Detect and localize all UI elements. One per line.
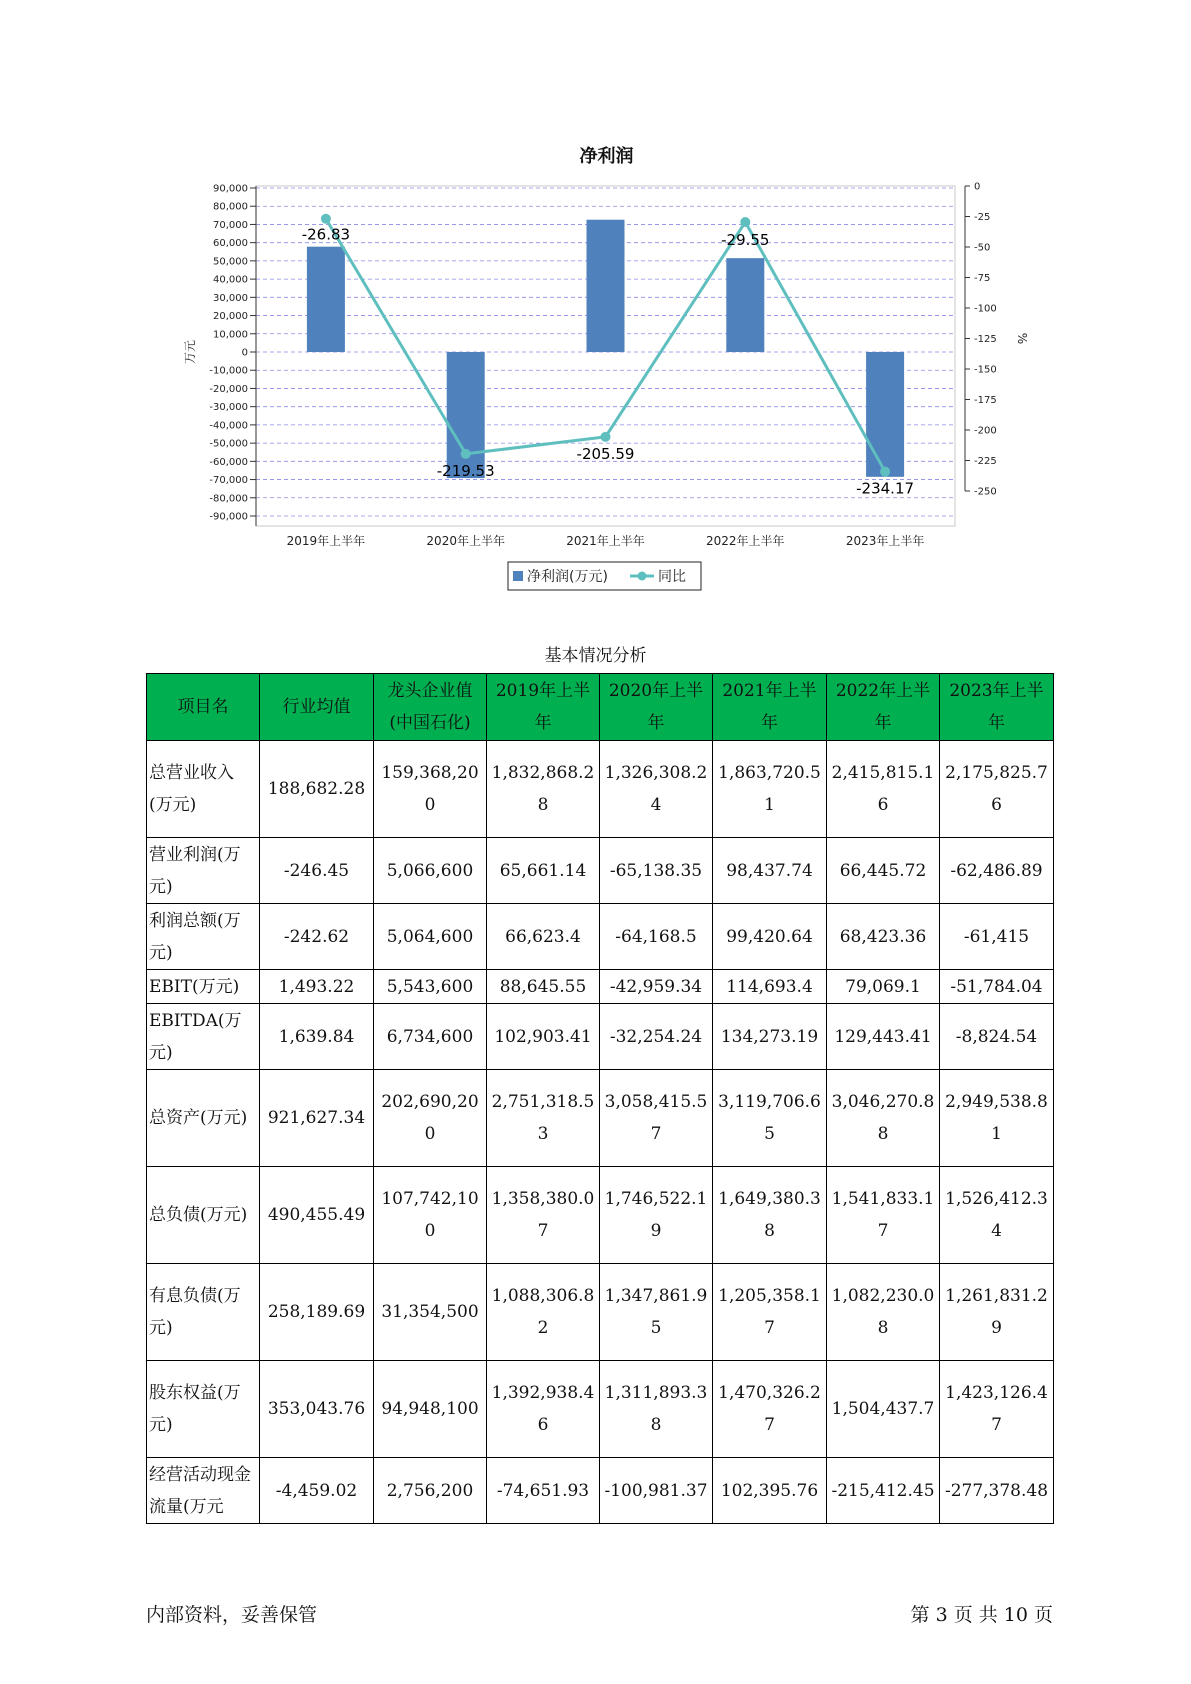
x-tick-label: 2020年上半年	[426, 534, 505, 548]
value-cell: 1,261,831.29	[940, 1264, 1054, 1361]
value-cell: 5,064,600	[374, 904, 487, 970]
value-cell: -100,981.37	[600, 1458, 713, 1524]
value-cell: 1,088,306.82	[487, 1264, 600, 1361]
row-label-cell: EBITDA(万元)	[147, 1004, 260, 1070]
y-tick-label: 70,000	[213, 219, 248, 231]
table-row	[147, 1458, 1054, 1524]
chart-title: 净利润	[579, 146, 634, 167]
table-row	[147, 1004, 1054, 1070]
row-label-cell: 营业利润(万元)	[147, 838, 260, 904]
row-label-cell: 总资产(万元)	[147, 1070, 260, 1167]
header-cell: 2019年上半年	[487, 674, 600, 741]
value-cell: 1,493.22	[260, 970, 374, 1004]
footer-confidential: 内部资料，妥善保管	[146, 1604, 318, 1626]
value-cell: 3,046,270.88	[827, 1070, 940, 1167]
footer-page-number: 第 3 页 共 10 页	[910, 1604, 1053, 1626]
value-cell: 1,832,868.28	[487, 741, 600, 838]
header-cell: 龙头企业值(中国石化)	[374, 674, 487, 741]
yoy-data-label: -29.55	[721, 231, 770, 250]
y2-tick-label: -25	[974, 212, 991, 223]
y-tick-label: 10,000	[213, 329, 248, 341]
value-cell: 79,069.1	[827, 970, 940, 1004]
value-cell: 114,693.4	[713, 970, 827, 1004]
y2-tick-label: -225	[974, 456, 997, 467]
value-cell: 68,423.36	[827, 904, 940, 970]
x-tick-label: 2023年上半年	[845, 534, 925, 548]
value-cell: 3,058,415.57	[600, 1070, 713, 1167]
legend-swatch-point	[638, 572, 647, 581]
chart-svg	[0, 0, 1191, 600]
header-cell: 行业均值	[260, 674, 374, 741]
row-label-cell: 经营活动现金流量(万元	[147, 1458, 260, 1524]
yoy-data-label: -219.53	[436, 461, 495, 480]
y-tick-label: -30,000	[209, 402, 248, 414]
table-row	[147, 1070, 1054, 1167]
y-tick-label: -40,000	[209, 420, 248, 432]
value-cell: -42,959.34	[600, 970, 713, 1004]
yoy-data-label: -234.17	[856, 479, 915, 498]
value-cell: -277,378.48	[940, 1458, 1054, 1524]
yoy-point	[461, 449, 471, 459]
x-tick-label: 2022年上半年	[706, 534, 785, 548]
y-tick-label: -20,000	[209, 383, 248, 395]
value-cell: 2,751,318.53	[487, 1070, 600, 1167]
table-row	[147, 741, 1054, 838]
y-tick-label: -10,000	[209, 365, 248, 377]
x-tick-label: 2019年上半年	[286, 534, 366, 548]
bar	[866, 352, 904, 477]
value-cell: 1,746,522.19	[600, 1167, 713, 1264]
basic-analysis-table	[146, 673, 1054, 1524]
y2-tick-label: -250	[974, 486, 997, 498]
y-tick-label: 90,000	[213, 183, 248, 195]
value-cell: 353,043.76	[260, 1361, 374, 1458]
value-cell: -74,651.93	[487, 1458, 600, 1524]
y2-tick-label: -125	[974, 334, 997, 345]
yoy-point	[740, 217, 750, 227]
value-cell: 159,368,200	[374, 741, 487, 838]
bar	[587, 220, 625, 352]
value-cell: 3,119,706.65	[713, 1070, 827, 1167]
value-cell: 88,645.55	[487, 970, 600, 1004]
value-cell: -32,254.24	[600, 1004, 713, 1070]
value-cell: 1,504,437.7	[827, 1361, 940, 1458]
row-label-cell: 利润总额(万元)	[147, 904, 260, 970]
value-cell: 2,756,200	[374, 1458, 487, 1524]
table-row	[147, 1264, 1054, 1361]
y-tick-label: -80,000	[209, 493, 248, 505]
table-row	[147, 838, 1054, 904]
table-row	[147, 1167, 1054, 1264]
value-cell: -64,168.5	[600, 904, 713, 970]
y2-tick-label: 0	[974, 181, 981, 193]
bar	[726, 258, 764, 352]
value-cell: -8,824.54	[940, 1004, 1054, 1070]
yoy-point	[321, 214, 331, 224]
header-cell: 2022年上半年	[827, 674, 940, 741]
value-cell: 1,649,380.38	[713, 1167, 827, 1264]
y-tick-label: 0	[241, 347, 248, 359]
value-cell: -4,459.02	[260, 1458, 374, 1524]
row-label-cell: EBIT(万元)	[147, 970, 260, 1004]
net-profit-chart	[0, 0, 1191, 600]
value-cell: 1,863,720.51	[713, 741, 827, 838]
value-cell: 1,311,893.38	[600, 1361, 713, 1458]
value-cell: 66,445.72	[827, 838, 940, 904]
value-cell: 1,205,358.17	[713, 1264, 827, 1361]
y-tick-label: 50,000	[213, 256, 248, 268]
value-cell: -61,415	[940, 904, 1054, 970]
row-label-cell: 股东权益(万元)	[147, 1361, 260, 1458]
value-cell: 102,395.76	[713, 1458, 827, 1524]
value-cell: 1,423,126.47	[940, 1361, 1054, 1458]
y2-tick-label: -50	[974, 242, 991, 254]
y2-tick-label: -150	[974, 364, 997, 376]
value-cell: 1,526,412.34	[940, 1167, 1054, 1264]
table-row	[147, 904, 1054, 970]
value-cell: 65,661.14	[487, 838, 600, 904]
x-tick-label: 2021年上半年	[566, 534, 645, 548]
header-cell: 2020年上半年	[600, 674, 713, 741]
y-tick-label: 40,000	[213, 274, 248, 286]
value-cell: -65,138.35	[600, 838, 713, 904]
value-cell: 129,443.41	[827, 1004, 940, 1070]
value-cell: 2,415,815.16	[827, 741, 940, 838]
value-cell: 99,420.64	[713, 904, 827, 970]
value-cell: 102,903.41	[487, 1004, 600, 1070]
table-row	[147, 1361, 1054, 1458]
yoy-point	[601, 432, 611, 442]
value-cell: 2,175,825.76	[940, 741, 1054, 838]
y2-tick-label: -100	[974, 303, 997, 315]
value-cell: 5,066,600	[374, 838, 487, 904]
value-cell: 490,455.49	[260, 1167, 374, 1264]
y2-tick-label: -200	[974, 425, 997, 437]
yoy-point	[880, 467, 890, 477]
value-cell: -242.62	[260, 904, 374, 970]
legend-swatch-bar	[513, 571, 523, 581]
legend-label-bar: 净利润(万元)	[527, 569, 608, 585]
value-cell: 94,948,100	[374, 1361, 487, 1458]
bar	[307, 247, 345, 352]
value-cell: -62,486.89	[940, 838, 1054, 904]
value-cell: 258,189.69	[260, 1264, 374, 1361]
y-tick-label: -70,000	[209, 475, 248, 487]
value-cell: 98,437.74	[713, 838, 827, 904]
value-cell: 1,392,938.46	[487, 1361, 600, 1458]
value-cell: 1,470,326.27	[713, 1361, 827, 1458]
value-cell: 107,742,100	[374, 1167, 487, 1264]
value-cell: 188,682.28	[260, 741, 374, 838]
y-tick-label: 20,000	[213, 311, 248, 323]
header-cell: 2023年上半年	[940, 674, 1054, 741]
value-cell: -215,412.45	[827, 1458, 940, 1524]
value-cell: 1,326,308.24	[600, 741, 713, 838]
value-cell: 202,690,200	[374, 1070, 487, 1167]
value-cell: 31,354,500	[374, 1264, 487, 1361]
value-cell: 1,358,380.07	[487, 1167, 600, 1264]
value-cell: 1,541,833.17	[827, 1167, 940, 1264]
row-label-cell: 有息负债(万元)	[147, 1264, 260, 1361]
legend-label-line: 同比	[658, 569, 686, 585]
y-tick-label: -90,000	[209, 511, 248, 523]
value-cell: 6,734,600	[374, 1004, 487, 1070]
header-cell: 2021年上半年	[713, 674, 827, 741]
value-cell: 66,623.4	[487, 904, 600, 970]
y-tick-label: -50,000	[209, 438, 248, 450]
row-label-cell: 总负债(万元)	[147, 1167, 260, 1264]
y-axis-label: 万元	[183, 339, 197, 365]
value-cell: 2,949,538.81	[940, 1070, 1054, 1167]
yoy-data-label: -205.59	[576, 444, 635, 463]
value-cell: -246.45	[260, 838, 374, 904]
value-cell: 1,082,230.08	[827, 1264, 940, 1361]
row-label-cell: 总营业收入(万元)	[147, 741, 260, 838]
table-caption: 基本情况分析	[544, 646, 647, 666]
y-tick-label: 60,000	[213, 238, 248, 250]
y-tick-label: 30,000	[213, 292, 248, 304]
y2-axis-label: %	[1015, 332, 1029, 345]
value-cell: 134,273.19	[713, 1004, 827, 1070]
y-tick-label: 80,000	[213, 201, 248, 213]
header-cell: 项目名	[147, 674, 260, 741]
value-cell: 5,543,600	[374, 970, 487, 1004]
y2-tick-label: -175	[974, 395, 997, 406]
value-cell: 1,347,861.95	[600, 1264, 713, 1361]
value-cell: 1,639.84	[260, 1004, 374, 1070]
y-tick-label: -60,000	[209, 456, 248, 468]
table-header-row	[147, 674, 1054, 741]
value-cell: 921,627.34	[260, 1070, 374, 1167]
yoy-data-label: -26.83	[301, 225, 351, 244]
bar	[447, 352, 485, 478]
table-row	[147, 970, 1054, 1004]
value-cell: -51,784.04	[940, 970, 1054, 1004]
y2-tick-label: -75	[974, 273, 991, 284]
